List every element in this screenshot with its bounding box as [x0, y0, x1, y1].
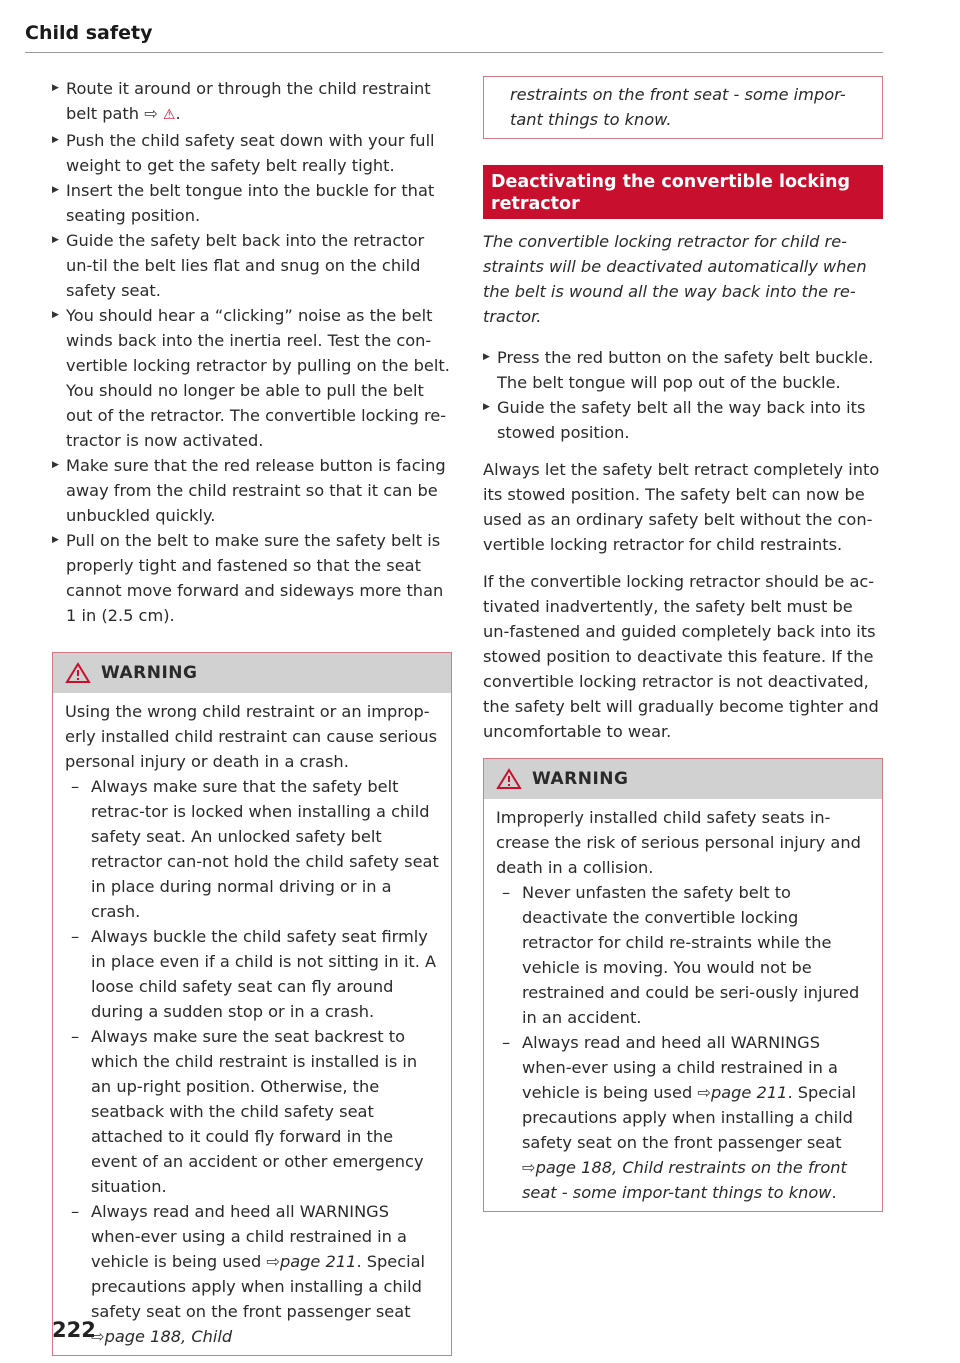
page-reference-link[interactable]: page 211	[710, 1083, 788, 1102]
paragraph: Always let the safety belt retract completely into its stowed position. The safety belt can now be used as an ordinary safety belt without the con-vertible locking retractor for child restraints.	[483, 460, 880, 554]
warning-triangle-icon: ⚠	[162, 107, 176, 123]
continued-warning-box: restraints on the front seat - some impor-tant things to know.	[483, 76, 883, 139]
paragraph: If the convertible locking retractor should be ac-tivated inadvertently, the safety belt must be un-fastened and guided completely back into its stowed position to deactivate this feature. If the convertible locking retractor is not deactivated, the safety belt will gradually become tighter and uncomfortable to wear.	[483, 572, 879, 741]
warning-body	[53, 693, 451, 1355]
list-item: ▶ Insert the belt tongue into the buckle for that seating position.	[52, 178, 452, 228]
page-reference-link[interactable]: page 188, Child restraints on the front seat - some impor-tant things to know	[522, 1158, 847, 1202]
section-heading: Deactivating the convertible locking retractor	[483, 165, 883, 219]
page-reference-link[interactable]: page 211	[279, 1252, 357, 1271]
warning-item: – Always read and heed all WARNINGS when-ever using a child restrained in a vehicle is being used ⇨page 211. Special precautions apply when installing a child safety seat on the front passenger seat ⇨page 188, Child	[65, 1199, 439, 1349]
left-column	[52, 76, 452, 1356]
warning-triangle-icon	[65, 662, 91, 684]
page-header-title: Child safety	[25, 22, 153, 44]
warning-item: – Always buckle the child safety seat firmly in place even if a child is not sitting in it. A loose child safety seat can fly around during a sudden stop or in a crash.	[65, 924, 439, 1024]
warning-header	[53, 653, 451, 693]
warning-box	[52, 652, 452, 1356]
warning-item: – Always make sure the seat backrest to which the child restraint is installed is in an up-right position. Otherwise, the seatback with the child safety seat attached to it could fly forward in the event of an accident or other emergency situation.	[65, 1024, 439, 1199]
reference-arrow-icon: ⇨	[144, 104, 158, 123]
page-number: 222	[52, 1318, 96, 1342]
list-item: ▶ Route it around or through the child restraint belt path ⇨ ⚠.	[52, 76, 452, 128]
warning-intro: Using the wrong child restraint or an improp-erly installed child restraint can cause serious personal injury or death in a crash.	[65, 702, 438, 771]
right-column	[483, 76, 883, 1212]
reference-arrow-icon: ⇨	[266, 1252, 280, 1271]
list-item: ▶ Pull on the belt to make sure the safety belt is properly tight and fastened so that the seat cannot move forward and sideways more than 1 in (2.5 cm).	[52, 528, 452, 628]
warning-item: – Always read and heed all WARNINGS when-ever using a child restrained in a vehicle is being used ⇨page 211. Special precautions apply when installing a child safety seat on the front passenger seat ⇨page 188, Child restraints on the front seat - some impor-tant things to know.	[496, 1030, 870, 1205]
list-item: ▶ Make sure that the red release button is facing away from the child restraint so that it can be unbuckled quickly.	[52, 453, 452, 528]
list-item: ▶ Press the red button on the safety belt buckle. The belt tongue will pop out of the buckle.	[483, 345, 883, 395]
warning-title: WARNING	[532, 768, 629, 789]
warning-title: WARNING	[101, 662, 198, 683]
list-item: ▶ Push the child safety seat down with your full weight to get the safety belt really tight.	[52, 128, 452, 178]
list-item: ▶ Guide the safety belt back into the retractor un-til the belt lies flat and snug on the child safety seat.	[52, 228, 452, 303]
warning-box	[483, 758, 883, 1212]
warning-triangle-icon	[496, 768, 522, 790]
warning-header	[484, 759, 882, 799]
warning-item: – Always make sure that the safety belt retrac-tor is locked when installing a child safety seat. An unlocked safety belt retractor can-not hold the child safety seat in place during normal driving or in a crash.	[65, 774, 439, 924]
list-item: ▶ Guide the safety belt all the way back into its stowed position.	[483, 395, 883, 445]
header-divider	[25, 52, 883, 53]
warning-intro: Improperly installed child safety seats in-crease the risk of serious personal injury and death in a collision.	[496, 808, 861, 877]
warning-body	[484, 799, 882, 1211]
reference-arrow-icon: ⇨	[522, 1158, 536, 1177]
reference-arrow-icon: ⇨	[91, 1327, 105, 1346]
page-reference-link[interactable]: page 188, Child	[104, 1327, 233, 1346]
list-item: ▶ You should hear a “clicking” noise as the belt winds back into the inertia reel. Test the con-vertible locking retractor by pulling on the belt. You should no longer be able to pull the belt out of the retractor. The convertible locking re-tractor is now activated.	[52, 303, 452, 453]
section-intro: The convertible locking retractor for child re-straints will be deactivated automatically when the belt is wound all the way back into the re-tractor.	[483, 232, 867, 326]
warning-item: – Never unfasten the safety belt to deactivate the convertible locking retractor for child re-straints while the vehicle is moving. You would not be restrained and could be seri-ously injured in an accident.	[496, 880, 870, 1030]
reference-arrow-icon: ⇨	[697, 1083, 711, 1102]
